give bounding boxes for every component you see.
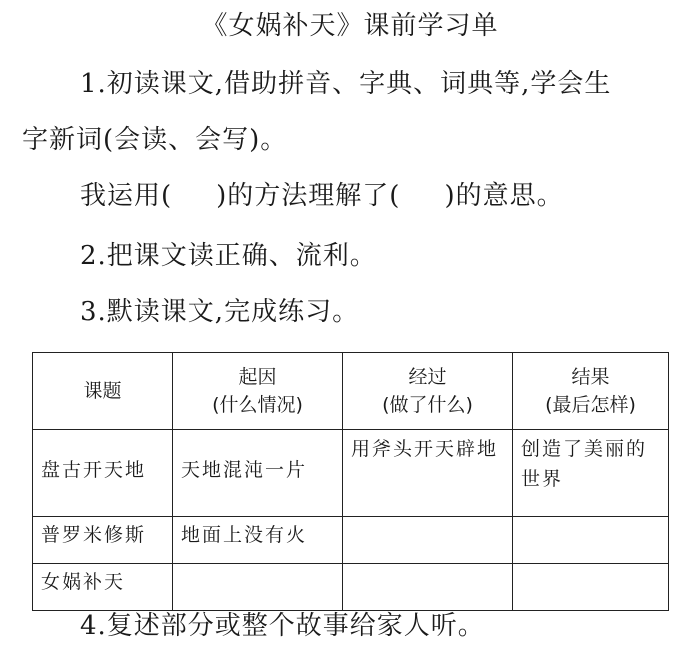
fill-text-a: 我运用(: [80, 181, 173, 211]
cell-result[interactable]: [513, 517, 669, 564]
cell-topic: 盘古开天地: [33, 430, 173, 517]
header-process-sub: (做了什么): [382, 394, 473, 416]
cell-result: 创造了美丽的世界: [513, 430, 669, 517]
header-topic-label: 课题: [83, 380, 122, 402]
table-row: [33, 430, 669, 517]
table-row: [33, 564, 669, 611]
header-result-sub: (最后怎样): [545, 394, 636, 416]
item-1-line-1: 1.初读课文,借助拼音、字典、词典等,学会生: [80, 69, 612, 99]
cell-process[interactable]: [343, 517, 513, 564]
cell-topic: 普罗米修斯: [33, 517, 173, 564]
header-process: [343, 353, 513, 430]
item-1-fill-in-sentence: [80, 180, 564, 212]
fill-text-c: )的意思。: [444, 181, 564, 211]
header-cause: [173, 353, 343, 430]
cell-process[interactable]: [343, 564, 513, 611]
worksheet-title: 《女娲补天》课前学习单: [201, 11, 499, 41]
cell-cause[interactable]: [173, 564, 343, 611]
item-2: 2.把课文读正确、流利。: [80, 241, 377, 271]
header-process-label: 经过: [408, 366, 447, 388]
table-row: [33, 517, 669, 564]
header-topic: [33, 353, 173, 430]
header-result: [513, 353, 669, 430]
cell-result[interactable]: [513, 564, 669, 611]
fill-text-b: )的方法理解了(: [216, 181, 401, 211]
cell-process: 用斧头开天辟地: [343, 430, 513, 517]
cell-cause: 天地混沌一片: [173, 430, 343, 517]
cell-cause: 地面上没有火: [173, 517, 343, 564]
cell-topic: 女娲补天: [33, 564, 173, 611]
item-1-line-2: 字新词(会读、会写)。: [22, 125, 288, 155]
story-table: [32, 352, 669, 611]
header-cause-label: 起因: [238, 366, 277, 388]
header-result-label: 结果: [571, 366, 610, 388]
item-3: 3.默读课文,完成练习。: [80, 297, 360, 327]
item-4: 4.复述部分或整个故事给家人听。: [80, 611, 485, 641]
table-header-row: [33, 353, 669, 430]
header-cause-sub: (什么情况): [212, 394, 303, 416]
